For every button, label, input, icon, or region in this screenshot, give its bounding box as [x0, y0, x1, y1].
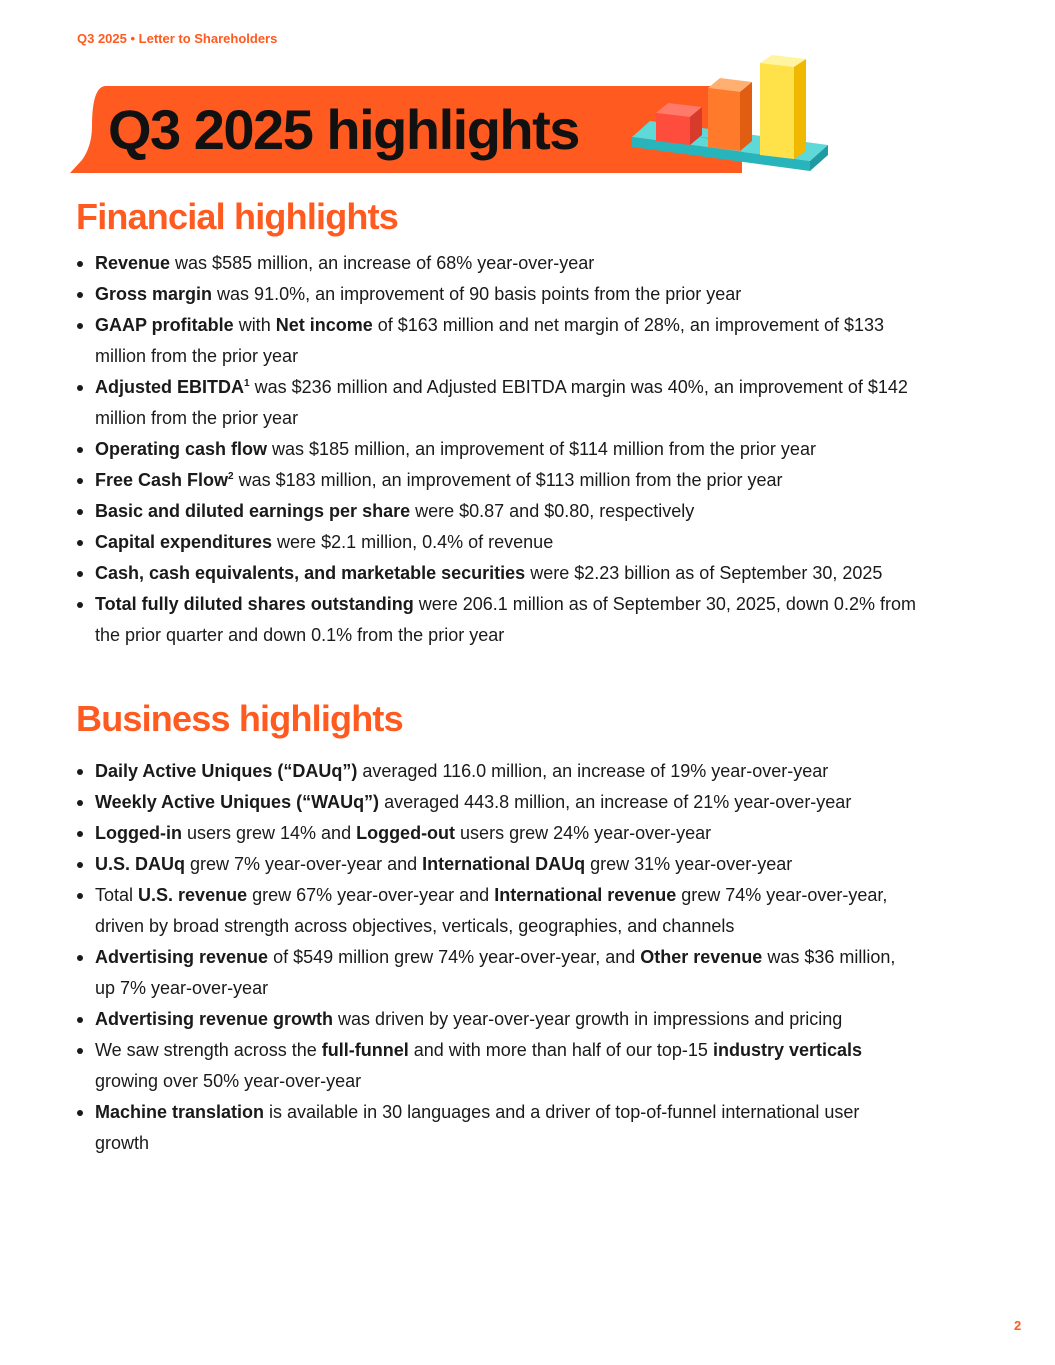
- item-text: was 91.0%, an improvement of 90 basis points from the prior year: [212, 284, 742, 304]
- item-text: users grew 14% and: [181, 823, 357, 843]
- list-item: [76, 1097, 916, 1159]
- bold-term: Revenue: [95, 253, 171, 273]
- business-highlights-heading: Business highlights: [76, 698, 403, 739]
- item-text: We saw strength across the: [95, 1040, 322, 1060]
- list-item: [76, 310, 916, 372]
- item-text: and with more than half of our top-15: [408, 1040, 713, 1060]
- item-text: grew 7% year-over-year and: [185, 854, 423, 874]
- bullet-icon: [77, 385, 83, 391]
- list-item: [76, 434, 916, 465]
- bullet-icon: [77, 862, 83, 868]
- item-text: were $2.1 million, 0.4% of revenue: [272, 532, 554, 552]
- bullet-icon: [77, 447, 83, 453]
- page-title: Q3 2025 highlights: [108, 98, 579, 161]
- bullet-icon: [77, 1048, 83, 1054]
- bold-term: Weekly Active Uniques (“WAUq”): [95, 792, 380, 812]
- item-text: is available in 30 languages and a driver of top-of-funnel international user growth: [95, 1102, 860, 1153]
- list-item: [76, 1004, 916, 1035]
- bullet-icon: [77, 509, 83, 515]
- footnote-marker: 2: [228, 471, 234, 482]
- bullet-icon: [77, 323, 83, 329]
- list-item: [76, 756, 916, 787]
- item-text: was $236 million and Adjusted EBITDA margin was 40%, an improvement of $142 million from the prior year: [95, 377, 908, 428]
- bar-chart-icon: [628, 55, 834, 187]
- bullet-icon: [77, 1017, 83, 1023]
- item-text: was driven by year-over-year growth in impressions and pricing: [333, 1009, 843, 1029]
- bullet-icon: [77, 893, 83, 899]
- bullet-icon: [77, 769, 83, 775]
- item-text: averaged 443.8 million, an increase of 21% year-over-year: [379, 792, 852, 812]
- item-text: with: [233, 315, 276, 335]
- item-text: were 206.1 million as of September 30, 2025, down 0.2% from the prior quarter and down 0.1% from the prior year: [95, 594, 916, 645]
- bold-term: Basic and diluted earnings per share: [95, 501, 411, 521]
- bold-term: Other revenue: [640, 947, 763, 967]
- bold-term: Logged-out: [356, 823, 456, 843]
- bullet-icon: [77, 831, 83, 837]
- item-text: growing over 50% year-over-year: [95, 1071, 362, 1091]
- item-text: was $185 million, an improvement of $114 million from the prior year: [267, 439, 816, 459]
- list-item: [76, 465, 916, 496]
- item-text: was $36 million, up 7% year-over-year: [95, 947, 896, 998]
- item-text: averaged 116.0 million, an increase of 19% year-over-year: [357, 761, 829, 781]
- bold-term: industry verticals: [712, 1040, 863, 1060]
- list-item: [76, 1035, 916, 1097]
- bullet-icon: [77, 1110, 83, 1116]
- bold-term: U.S. DAUq: [95, 854, 185, 874]
- list-item: [76, 279, 916, 310]
- business-highlights-list: [76, 756, 916, 1159]
- bold-term: Free Cash Flow: [95, 470, 229, 490]
- item-text: users grew 24% year-over-year: [455, 823, 712, 843]
- bold-term: International revenue: [494, 885, 677, 905]
- bold-term: Net income: [275, 315, 373, 335]
- item-text: was $183 million, an improvement of $113 million from the prior year: [233, 470, 783, 490]
- item-text: grew 67% year-over-year and: [247, 885, 495, 905]
- bullet-icon: [77, 800, 83, 806]
- list-item: [76, 527, 916, 558]
- bold-term: Machine translation: [95, 1102, 265, 1122]
- item-text: grew 74% year-over-year, driven by broad strength across objectives, verticals, geographies, and channels: [95, 885, 888, 936]
- bold-term: Daily Active Uniques (“DAUq”): [95, 761, 358, 781]
- financial-highlights-heading: Financial highlights: [76, 196, 399, 237]
- footnote-marker: 1: [244, 378, 250, 389]
- bold-term: Advertising revenue: [95, 947, 269, 967]
- item-text: grew 31% year-over-year: [585, 854, 793, 874]
- bold-term: Gross margin: [95, 284, 213, 304]
- item-text: were $0.87 and $0.80, respectively: [410, 501, 695, 521]
- list-item: [76, 880, 916, 942]
- list-item: [76, 942, 916, 1004]
- item-text: was $585 million, an increase of 68% year-over-year: [170, 253, 595, 273]
- bullet-icon: [77, 955, 83, 961]
- bold-term: Total fully diluted shares outstanding: [95, 594, 414, 614]
- list-item: [76, 558, 916, 589]
- list-item: [76, 849, 916, 880]
- item-text: of $549 million grew 74% year-over-year, and: [268, 947, 641, 967]
- bullet-icon: [77, 478, 83, 484]
- list-item: [76, 818, 916, 849]
- financial-highlights-list: [76, 248, 916, 651]
- bold-term: full-funnel: [321, 1040, 409, 1060]
- list-item: [76, 787, 916, 818]
- item-text: of $163 million and net margin of 28%, an improvement of $133 million from the prior year: [95, 315, 885, 366]
- bold-term: Cash, cash equivalents, and marketable securities: [95, 563, 526, 583]
- bullet-icon: [77, 571, 83, 577]
- bullet-icon: [77, 292, 83, 298]
- bold-term: GAAP profitable: [95, 315, 234, 335]
- bold-term: Logged-in: [95, 823, 182, 843]
- list-item: [76, 372, 916, 434]
- bold-term: Adjusted EBITDA: [95, 377, 245, 397]
- bold-term: Advertising revenue growth: [95, 1009, 334, 1029]
- bold-term: International DAUq: [422, 854, 586, 874]
- bullet-icon: [77, 602, 83, 608]
- list-item: [76, 248, 916, 279]
- bold-term: Capital expenditures: [95, 532, 273, 552]
- item-text: Total: [95, 885, 139, 905]
- bold-term: Operating cash flow: [95, 439, 268, 459]
- bullet-icon: [77, 261, 83, 267]
- item-text: were $2.23 billion as of September 30, 2025: [525, 563, 883, 583]
- list-item: [76, 589, 916, 651]
- bold-term: U.S. revenue: [138, 885, 248, 905]
- page-number: 2: [1014, 1318, 1022, 1333]
- document-header-label: Q3 2025 • Letter to Shareholders: [77, 31, 278, 46]
- bullet-icon: [77, 540, 83, 546]
- list-item: [76, 496, 916, 527]
